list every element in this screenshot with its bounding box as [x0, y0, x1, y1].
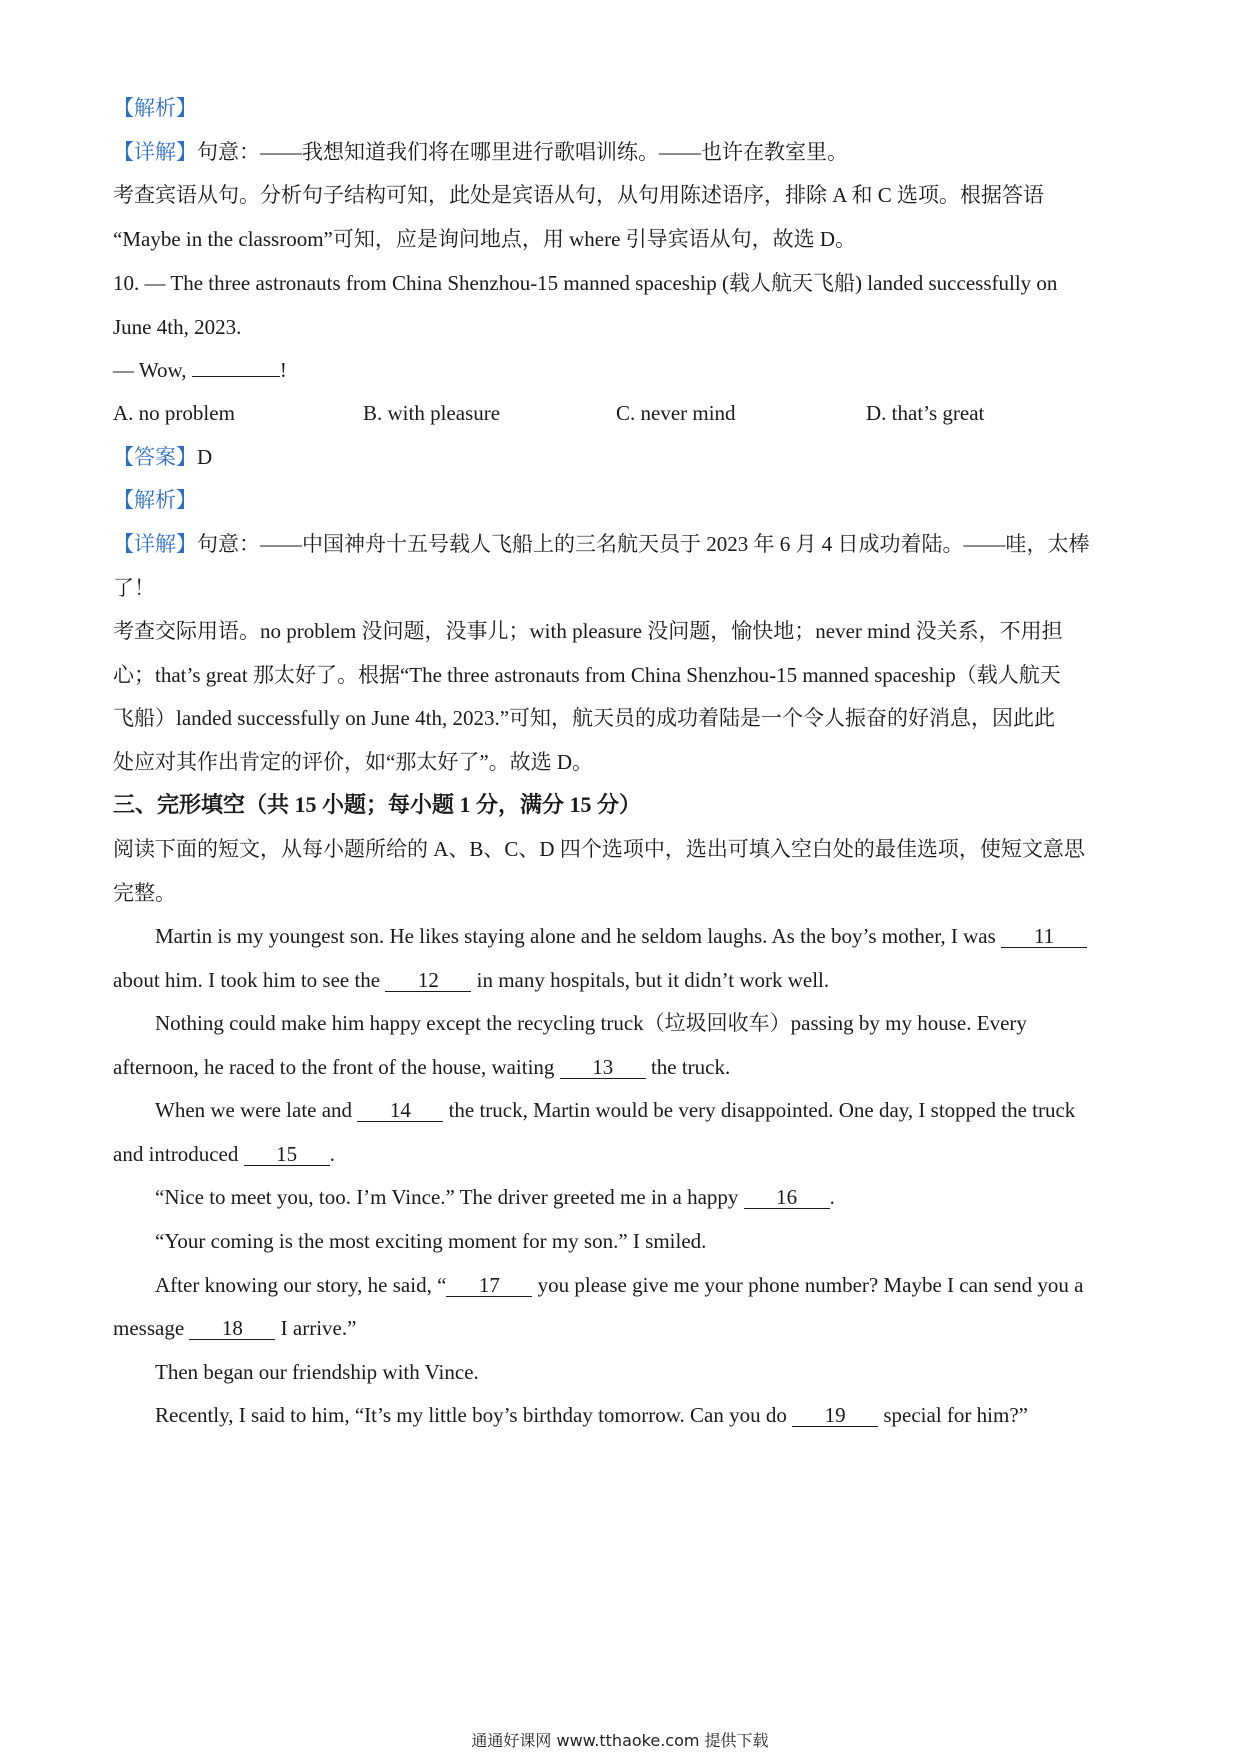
blank-15: 15	[244, 1143, 330, 1166]
passage-line	[155, 922, 1087, 950]
passage-line	[155, 1183, 835, 1211]
passage-line	[113, 1053, 730, 1081]
passage-text: “Nice to meet you, too. I’m Vince.” The driver greeted me in a happy	[155, 1185, 744, 1209]
passage-text: .	[829, 1185, 835, 1209]
blank-12: 12	[385, 969, 471, 992]
detail-text: 句意：——中国神舟十五号载人飞船上的三名航天员于 2023 年 6 月 4 日成功着陆。——哇，太棒	[197, 532, 1090, 556]
explain-line: “Maybe in the classroom”可知，应是询问地点，用 where 引导宾语从句，故选 D。	[113, 227, 857, 251]
question-reply	[113, 356, 287, 384]
blank-11: 11	[1001, 925, 1087, 948]
explain-line: 飞船）landed successfully on June 4th, 2023.”可知，航天员的成功着陆是一个令人振奋的好消息，因此此	[113, 706, 1056, 730]
passage-text: afternoon, he raced to the front of the house, waiting	[113, 1055, 560, 1079]
option-a: A. no problem	[113, 401, 235, 425]
detail-line	[113, 530, 1090, 558]
passage-text: Recently, I said to him, “It’s my little boy’s birthday tomorrow. Can you do	[155, 1403, 793, 1427]
detail-tag: 【详解】	[113, 140, 197, 164]
answer-line	[113, 443, 212, 471]
instructions: 完整。	[113, 881, 176, 905]
passage-line: “Your coming is the most exciting moment for my son.” I smiled.	[155, 1229, 707, 1253]
passage-line: Then began our friendship with Vince.	[155, 1360, 479, 1384]
reply-prefix: — Wow,	[113, 358, 192, 382]
passage-text: in many hospitals, but it didn’t work well.	[471, 968, 830, 992]
passage-line	[155, 1271, 1083, 1299]
reply-suffix: !	[279, 358, 287, 382]
analysis-tag: 【解析】	[113, 488, 197, 512]
blank-13: 13	[560, 1056, 646, 1079]
detail-tag: 【详解】	[113, 532, 197, 556]
passage-line	[155, 1401, 1028, 1429]
page-footer: 通通好课网 www.tthaoke.com 提供下载	[471, 1731, 769, 1750]
passage-text: message	[113, 1316, 190, 1340]
explain-line: 考查交际用语。no problem 没问题，没事儿；with pleasure 没问题，愉快地；never mind 没关系，不用担	[113, 619, 1063, 643]
passage-line	[113, 1140, 335, 1168]
answer-value: D	[197, 445, 213, 469]
detail-line: 了！	[113, 576, 155, 600]
passage-line	[155, 1096, 1075, 1124]
blank-18: 18	[189, 1317, 275, 1340]
explain-line: 心；that’s great 那太好了。根据“The three astronauts from China Shenzhou-15 manned spaceship（载人航天	[113, 663, 1061, 687]
passage-text: you please give me your phone number? Maybe I can send you a	[532, 1273, 1084, 1297]
detail-line	[113, 138, 848, 166]
blank-19: 19	[792, 1404, 878, 1427]
passage-text: .	[329, 1142, 335, 1166]
answer-blank	[192, 358, 280, 377]
instructions: 阅读下面的短文，从每小题所给的 A、B、C、D 四个选项中，选出可填入空白处的最佳选项，使短文意思	[113, 837, 1085, 861]
question-stem: June 4th, 2023.	[113, 315, 242, 339]
passage-line	[113, 966, 829, 994]
option-c: C. never mind	[616, 401, 736, 425]
passage-text: the truck.	[645, 1055, 731, 1079]
blank-14: 14	[357, 1099, 443, 1122]
passage-text: After knowing our story, he said, “	[155, 1273, 447, 1297]
passage-line: Nothing could make him happy except the recycling truck（垃圾回收车）passing by my house. Every	[155, 1011, 1027, 1035]
option-b: B. with pleasure	[363, 401, 501, 425]
passage-line	[113, 1314, 356, 1342]
option-d: D. that’s great	[866, 401, 985, 425]
question-stem: 10. — The three astronauts from China Shenzhou-15 manned spaceship (载人航天飞船) landed successfully on	[113, 271, 1058, 295]
detail-text: 句意：——我想知道我们将在哪里进行歌唱训练。——也许在教室里。	[197, 140, 848, 164]
passage-text: special for him?”	[878, 1403, 1028, 1427]
passage-text: Martin is my youngest son. He likes staying alone and he seldom laughs. As the boy’s mother, I was	[155, 924, 1002, 948]
passage-text: When we were late and	[155, 1098, 358, 1122]
analysis-tag: 【解析】	[113, 96, 197, 120]
blank-17: 17	[446, 1274, 532, 1297]
answer-tag: 【答案】	[113, 445, 197, 469]
explain-line: 考查宾语从句。分析句子结构可知，此处是宾语从句，从句用陈述语序，排除 A 和 C 选项。根据答语	[113, 183, 1045, 207]
explain-line: 处应对其作出肯定的评价，如“那太好了”。故选 D。	[113, 750, 594, 774]
passage-text: I arrive.”	[275, 1316, 357, 1340]
passage-text: and introduced	[113, 1142, 244, 1166]
passage-text: about him. I took him to see the	[113, 968, 386, 992]
blank-16: 16	[744, 1186, 830, 1209]
passage-text: the truck, Martin would be very disappointed. One day, I stopped the truck	[443, 1098, 1076, 1122]
section-title: 三、完形填空（共 15 小题；每小题 1 分，满分 15 分）	[113, 792, 642, 817]
